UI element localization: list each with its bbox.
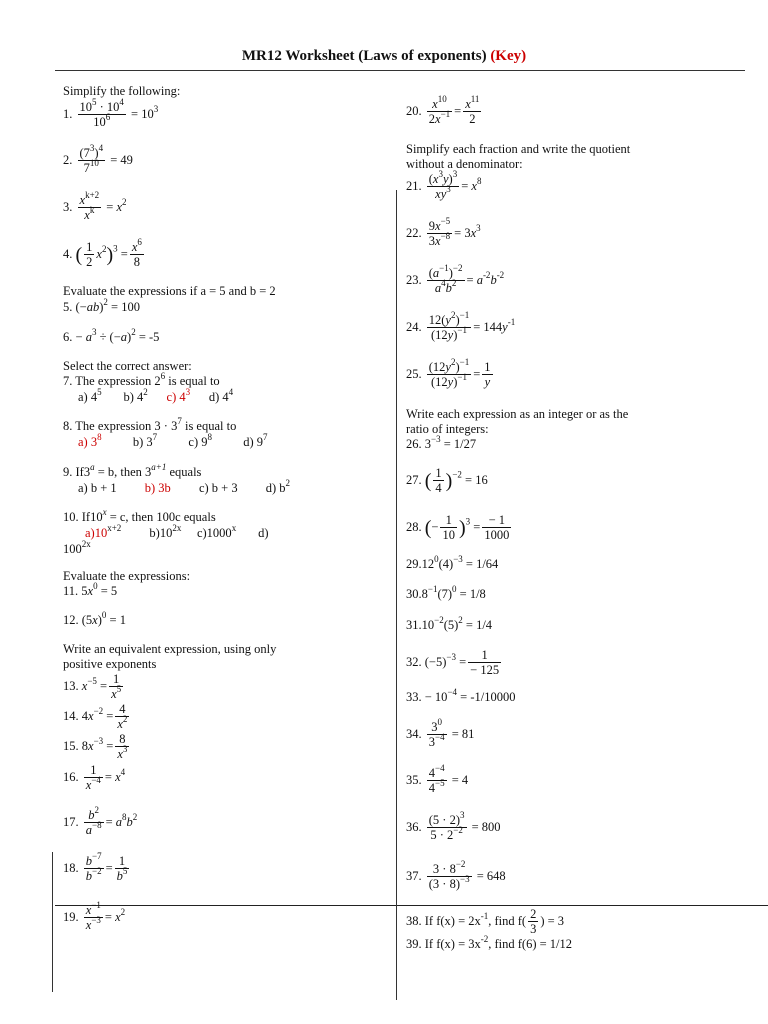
problem-19: 19. $\frac{x^{-1}}{x^{-3}}$ = $x^2$ — [63, 900, 126, 932]
problem-number: 31. — [406, 618, 422, 632]
problem-12: 12. $(5x)^0 = 1$ — [63, 610, 126, 627]
problem-7-stem: 7. The expression $2^6$ is equal to — [63, 371, 220, 388]
problem-38: 38. If $f(x) = 2x^{-1}$, find f( $\frac{2}{3}$ ) = 3 — [406, 907, 565, 936]
answer: = 49 — [110, 153, 133, 167]
problem-number: 25. — [406, 367, 422, 381]
problem-25: 25. $\frac{(12y^2)^{-1}}{(12y)^{-1}}$ = $\frac{1}{y}$ — [406, 357, 491, 389]
problem-number: 19. — [63, 910, 79, 924]
problem-33: 33. − $10^{-4} = -1/10000$ — [406, 687, 516, 704]
problem-number: 14. — [63, 709, 79, 723]
problem-28: 28. (− $\frac{1}{10}$ )$^3$ = $\frac{- 1}{1000}$ — [406, 513, 510, 542]
problem-15: 15. $8x^{-3}$ = $\frac{8}{x^3}$ — [63, 732, 128, 761]
problem-10-choice-d: $100^{2x}$ — [63, 539, 91, 556]
problem-10-stem: 10. $If10^x = c$, then 100c equals — [63, 507, 216, 524]
answer: = 100 — [111, 300, 140, 314]
section-simplify: Simplify the following: — [63, 84, 181, 98]
top-rule — [55, 70, 745, 71]
bottom-rule — [55, 905, 768, 906]
problem-20: 20. $\frac{x^{10}}{2x^{-1}}$ = $\frac{x^{11}}{2}$ — [406, 94, 480, 126]
column-divider — [396, 190, 397, 1000]
problem-22: 22. $\frac{9x^{-5}}{3x^{-8}}$ = $3x^3$ — [406, 216, 481, 248]
correct-choice: a)10 — [85, 526, 108, 540]
answer: = 1/4 — [465, 618, 493, 632]
problem-number: 37. — [406, 869, 422, 883]
problem-number: 32. — [406, 655, 422, 669]
problem-24: 24. $\frac{12(y^2)^{-1}}{(12y)^{-1}}$ = $144y^{-1}$ — [406, 310, 516, 342]
problem-number: 16. — [63, 770, 79, 784]
answer: = -1/10000 — [460, 690, 516, 704]
answer: = 81 — [451, 727, 475, 741]
answer: = 16 — [465, 473, 488, 487]
problem-number: 21. — [406, 179, 422, 193]
problem-8-stem: 8. The expression $3 \cdot 3^7$ is equal to — [63, 416, 237, 433]
problem-6: 6. − $a^3 \div (-a)^2 = -5$ — [63, 327, 160, 344]
problem-number: 22. — [406, 226, 422, 240]
answer: = 1/64 — [465, 557, 499, 571]
problem-30: $30.8^{-1}(7)^0 = 1/8$ — [406, 584, 486, 601]
page-title — [0, 48, 768, 65]
section-positive-2: positive exponents — [63, 657, 157, 671]
problem-27: 27. ( $\frac{1}{4}$ )$^{-2}$ = 16 — [406, 466, 488, 495]
answer: = 1/27 — [443, 437, 477, 451]
problem-7-choices: a) $4^5$ b) $4^2$ c) $4^3$ d) $4^4$ — [78, 387, 234, 404]
problem-10-choices: $a)10^{x+2}$ $b)10^{2x}$ c)1000$^x$ d) — [85, 523, 269, 540]
problem-9-stem: 9. $If3^a = b$, then $3^{a+1}$ equals — [63, 462, 202, 479]
problem-4: 4. ( $\frac{1}{2}$ $x^2)^3$ = $\frac{x^6}{8}$ — [63, 237, 142, 269]
problem-32: 32. $(-5)^{-3}$ = $\frac{1}{- 125}$ — [406, 648, 500, 677]
problem-37: 37. $\frac{3 \cdot 8^{-2}}{(3 \cdot 8)^{-3}}$ = 648 — [406, 859, 506, 891]
section-evaluate: Evaluate the expressions: — [63, 569, 191, 583]
answer: = -5 — [138, 330, 160, 344]
problem-number: 20. — [406, 104, 422, 118]
correct-choice: b) 3b — [144, 481, 171, 495]
problem-number: 33. — [406, 690, 422, 704]
problem-number: 24. — [406, 320, 422, 334]
left-margin-line — [52, 852, 53, 992]
problem-number: 23. — [406, 273, 422, 287]
problem-number: 27. — [406, 473, 422, 487]
problem-number: 4. — [63, 247, 73, 261]
problem-31: $31.10^{-2}(5)^2 = 1/4$ — [406, 615, 493, 632]
problem-number: 35. — [406, 773, 422, 787]
problem-number: 13. — [63, 679, 79, 693]
problem-39: 39. If $f(x) = 3x^{-2}$, find f(6) = 1/12 — [406, 934, 573, 951]
answer: = 648 — [476, 869, 506, 883]
problem-17: 17. $\frac{b^2}{a^{-8}}$ = $a^8b^2$ — [63, 805, 138, 837]
problem-number: 28. — [406, 520, 422, 534]
problem-2: 2. $\frac{(7^3)^4}{7^{10}}$ = 49 — [63, 143, 133, 175]
problem-3: 3. $\frac{x^{k+2}}{x^k}$ = $x^2$ — [63, 190, 127, 222]
problem-34: 34. $\frac{3^0}{3^{-4}}$ = 81 — [406, 717, 475, 749]
problem-16: 16. $\frac{1}{x^{-4}}$ = $x^4$ — [63, 763, 126, 792]
problem-26: 26. $3^{-3} = 1/27$ — [406, 434, 477, 451]
problem-29: $29.12^0(4)^{-3} = 1/64$ — [406, 554, 499, 571]
problem-number: 29. — [406, 557, 422, 571]
problem-13: 13. $x^{-5}$ = $\frac{1}{x^5}$ — [63, 672, 122, 701]
section-evaluate-ab: Evaluate the expressions if a = 5 and b = 2 — [63, 284, 276, 298]
problem-number: 3. — [63, 200, 73, 214]
problem-14: 14. $4x^{-2}$ = $\frac{4}{x^2}$ — [63, 702, 128, 731]
section-integer-1: Write each expression as an integer or as the — [406, 407, 629, 421]
problem-9-choices: a) b + 1 b) 3b c) b + 3 d) $b^2$ — [78, 478, 290, 495]
worksheet-title: MR12 Worksheet (Laws of exponents) — [241, 48, 487, 64]
problem-number: 17. — [63, 815, 79, 829]
problem-number: 34. — [406, 727, 422, 741]
answer: = 1/8 — [459, 587, 486, 601]
answer: = 1 — [109, 613, 126, 627]
problem-21: 21. $\frac{(x^3y)^3}{xy^3}$ = $x^8$ — [406, 169, 482, 201]
problem-number: 6. — [63, 330, 73, 344]
section-positive-1: Write an equivalent expression, using only — [63, 642, 277, 656]
problem-35: 35. $\frac{4^{-4}}{4^{-5}}$ = 4 — [406, 763, 469, 795]
section-integer-2: ratio of integers: — [406, 422, 489, 436]
problem-1: 1. $\frac{10^5 \cdot 10^4}{10^6}$ = $10^3$ — [63, 97, 159, 129]
answer: = 10 — [131, 107, 154, 121]
key-label: (Key) — [490, 48, 527, 64]
problem-number: 2. — [63, 153, 73, 167]
correct-choice: a) $3^8$ — [78, 432, 102, 449]
problem-number: 11. — [63, 584, 79, 598]
problem-number: 15. — [63, 739, 79, 753]
answer: = 5 — [100, 584, 118, 598]
problem-11: 11. $5x^0 = 5$ — [63, 581, 118, 598]
problem-number: 5. — [63, 300, 73, 314]
section-quotient-1: Simplify each fraction and write the quotient — [406, 142, 631, 156]
problem-36: 36. $\frac{(5 \cdot 2)^3}{5 \cdot 2^{-2}}$ = 800 — [406, 810, 501, 842]
section-quotient-2: without a denominator: — [406, 157, 523, 171]
problem-number: 30. — [406, 587, 422, 601]
problem-number: 36. — [406, 820, 422, 834]
correct-choice: c) $4^3$ — [166, 387, 191, 404]
problem-number: 12. — [63, 613, 79, 627]
problem-8-choices: a) $3^8$ b) $3^7$ c) $9^8$ d) $9^7$ — [78, 432, 268, 449]
answer: = 4 — [451, 773, 469, 787]
problem-number: 1. — [63, 107, 73, 121]
problem-18: 18. $\frac{b^{-7}}{b^{-2}}$ = $\frac{1}{b^5}$ — [63, 851, 128, 883]
problem-number: 18. — [63, 861, 79, 875]
answer: = 800 — [471, 820, 501, 834]
problem-23: 23. $\frac{(a^{-1})^{-2}}{a^4b^2}$ = $a^{-2}b^{-2}$ — [406, 263, 505, 295]
problem-5: 5. $(-ab)^2 = 100$ — [63, 297, 140, 314]
problem-number: 26. — [406, 437, 422, 451]
section-select: Select the correct answer: — [63, 359, 192, 373]
